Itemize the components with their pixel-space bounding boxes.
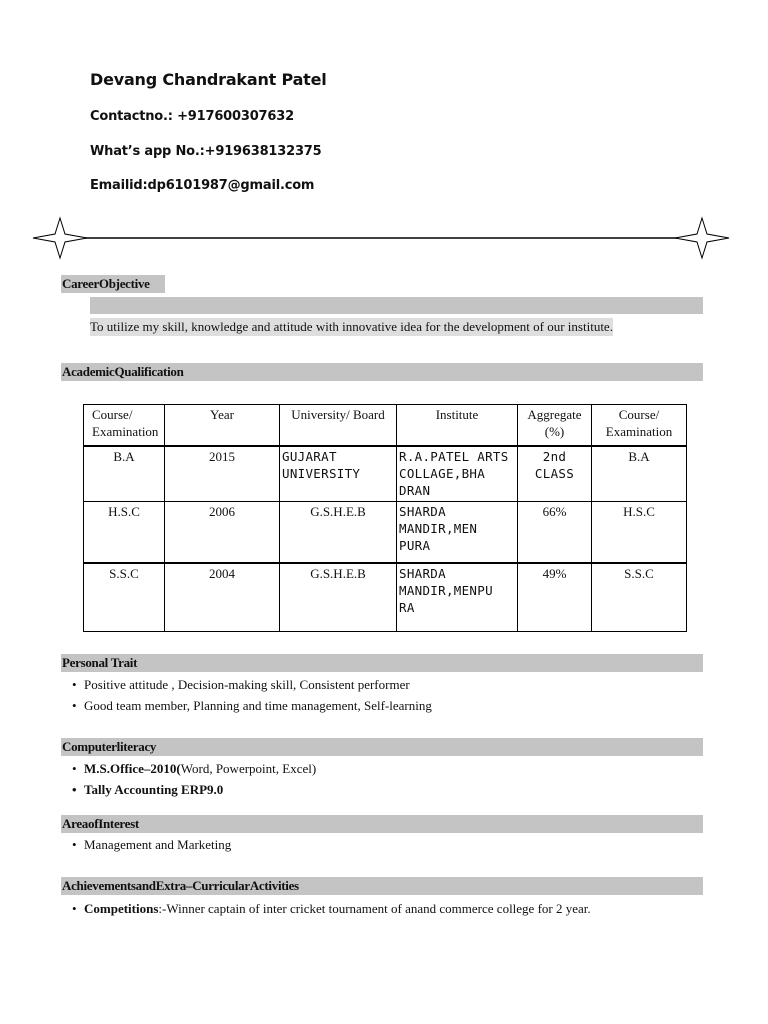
email-value: dp6101987@gmail.com (147, 178, 315, 193)
email-line (90, 178, 314, 193)
cell-year: 2004 (165, 563, 280, 632)
section-title: AreaofInterest (62, 816, 139, 831)
section-career-objective (61, 275, 165, 293)
cell-course: H.S.C (84, 502, 165, 564)
cell-aggregate: 2nd CLASS (518, 446, 592, 502)
table-row (84, 502, 687, 564)
cell-course-2: H.S.C (592, 502, 687, 564)
section-title: AcademicQualification (62, 364, 184, 379)
header-course: Course/ Examination (84, 405, 165, 447)
header-year: Year (165, 405, 280, 447)
list-item: • Good team member, Planning and time management, Self-learning (66, 695, 686, 716)
personal-trait-list (66, 674, 686, 716)
list-item: • Management and Marketing (66, 834, 686, 855)
section-academic (61, 363, 703, 381)
cell-board: G.S.H.E.B (280, 563, 397, 632)
table-header-row (84, 405, 687, 447)
item-bold: M.S.Office–2010( (84, 761, 181, 776)
cell-institute: SHARDA MANDIR,MEN PURA (397, 502, 518, 564)
item-rest: :-Winner captain of inter cricket tournament of anand commerce college for 2 year. (158, 901, 591, 916)
cell-aggregate: 66% (518, 502, 592, 564)
cell-course-2: S.S.C (592, 563, 687, 632)
whatsapp-value: +919638132375 (204, 144, 322, 159)
section-title: Personal Trait (62, 655, 138, 670)
table-row (84, 563, 687, 632)
whatsapp-label: What’s app No.: (90, 144, 205, 159)
cell-year: 2015 (165, 446, 280, 502)
area-of-interest-list (66, 834, 686, 855)
computer-literacy-list (66, 758, 686, 800)
section-area-of-interest (61, 815, 703, 833)
section-title: AchievementsandExtra–CurricularActivities (62, 878, 299, 893)
objective-bar (90, 297, 703, 314)
email-label: Emailid: (90, 178, 148, 193)
contact-line (90, 109, 294, 124)
table-row (84, 446, 687, 502)
academic-table (83, 404, 687, 632)
section-personal-trait (61, 654, 703, 672)
section-title: CareerObjective (62, 276, 150, 291)
cell-institute: R.A.PATEL ARTS COLLAGE,BHA DRAN (397, 446, 518, 502)
star-divider (30, 216, 735, 262)
cell-institute: SHARDA MANDIR,MENPU RA (397, 563, 518, 632)
list-item (66, 900, 636, 918)
cell-aggregate: 49% (518, 563, 592, 632)
contact-label: Contactno.: (90, 109, 178, 124)
section-title: Computerliteracy (62, 739, 157, 754)
achievements-list (66, 900, 636, 918)
header-aggregate: Aggregate (%) (518, 405, 592, 447)
header-institute: Institute (397, 405, 518, 447)
cell-course: B.A (84, 446, 165, 502)
list-item: • Positive attitude , Decision-making skill, Consistent performer (66, 674, 686, 695)
cell-board: GUJARAT UNIVERSITY (280, 446, 397, 502)
cell-course-2: B.A (592, 446, 687, 502)
cell-year: 2006 (165, 502, 280, 564)
list-item (66, 758, 686, 779)
star-right-icon (675, 218, 729, 258)
section-computer-literacy (61, 738, 703, 756)
section-achievements (61, 877, 703, 895)
contact-value: +917600307632 (177, 109, 294, 124)
header-board: University/ Board (280, 405, 397, 447)
star-left-icon (33, 218, 87, 258)
objective-text: To utilize my skill, knowledge and attitude with innovative idea for the development of our institute. (90, 319, 613, 334)
item-rest: Word, Powerpoint, Excel) (180, 761, 317, 776)
cell-board: G.S.H.E.B (280, 502, 397, 564)
candidate-name: Devang Chandrakant Patel (90, 70, 327, 89)
list-item: • Tally Accounting ERP9.0 (66, 779, 686, 800)
item-bold: Competitions (84, 901, 159, 916)
cell-course: S.S.C (84, 563, 165, 632)
header-course-2: Course/ Examination (592, 405, 687, 447)
whatsapp-line (90, 144, 322, 159)
